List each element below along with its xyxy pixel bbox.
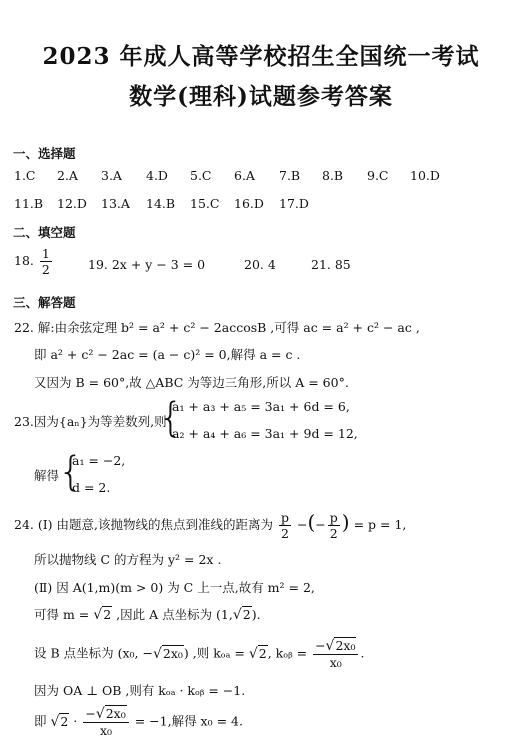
section-solve-heading: 三、解答题 [13,295,76,310]
choice-answer: 3.A [101,168,122,183]
q24-l5-text: ) ,则 kₒₐ = [183,645,245,661]
choice-answer: 1.C [14,168,36,183]
choice-answer: 4.D [146,168,168,183]
q24-line-2: 所以抛物线 C 的方程为 y² = 2x . [34,552,222,567]
choice-answer: 12.D [57,196,87,211]
choice-answer: 9.C [367,168,389,183]
q23-solve-label: 解得 [34,468,60,483]
fraction-denominator: 2 [281,526,289,541]
square-root: √2 [50,713,69,730]
q24-l4-text: ,因此 A 点坐标为 (1, [116,607,233,622]
q24-l5-text: . [360,645,365,661]
fraction-numerator: p [280,510,289,525]
square-root: √2 [248,645,267,662]
left-brace: { [58,449,84,495]
minus-sign: − [315,517,326,532]
q24-line-4 [34,605,261,623]
fraction-numerator: 1 [41,246,50,261]
fraction-k-ob [313,638,358,670]
section-choice-heading: 一、选择题 [13,146,76,161]
section-fill-heading: 二、填空题 [13,225,76,240]
choice-answer: 8.B [322,168,344,183]
q22-line-3: 又因为 B = 60°,故 △ABC 为等边三角形,所以 A = 60°. [34,375,349,390]
q23-equation-1: a₁ + a₃ + a₅ = 3a₁ + 6d = 6, [172,399,350,414]
exam-subtitle: 数学(理科)试题参考答案 [129,83,393,110]
square-root: √2x₀ [95,706,126,722]
q24-l4-text: 可得 m = [34,607,90,622]
fraction-denominator: 2 [41,262,50,277]
choice-answer: 14.B [146,196,176,211]
radicand: 2 [60,713,69,729]
choice-answer: 11.B [14,196,44,211]
radicand: 2 [103,607,112,622]
radicand: 2x₀ [105,706,126,721]
radicand: 2 [258,645,267,661]
q24-line-3: (Ⅱ) 因 A(1,m)(m > 0) 为 C 上一点,故有 m² = 2, [34,580,315,595]
choice-answer: 5.C [190,168,212,183]
fraction-denominator: 2 [329,526,338,541]
q24-l5-text: , kₒᵦ = [267,645,308,661]
q24-line-6: 因为 OA ⊥ OB ,则有 kₒₐ · kₒᵦ = −1. [34,683,246,698]
q23-result-2: d = 2. [72,480,111,495]
fraction-numerator [313,638,358,655]
q24-line-1: 24. (Ⅰ) 由题意,该抛物线的焦点到准线的距离为 $\frac{p}{2}$ −(− $\frac{p}{2}$ ) = p = 1, [14,510,407,541]
q24-l1-result: = p = 1, [353,517,407,532]
q24-l5-text: 设 B 点坐标为 (x₀, − [34,645,153,661]
choice-answer: 16.D [234,196,264,211]
square-root: √2x₀ [325,638,356,654]
q24-l7-text: = −1,解得 x₀ = 4. [134,713,243,729]
fraction-one-half [40,246,52,277]
fill-answer-19: 19. 2x + y − 3 = 0 [88,257,206,272]
choice-answers-row-1 [0,168,522,188]
fraction-numerator: p [329,510,338,525]
fraction-p-over-2 [279,510,291,541]
radicand: 2x₀ [162,645,183,661]
left-brace: { [158,395,184,441]
minus-sign: − [296,517,308,532]
square-root: √2 [232,607,251,623]
choice-answer: 15.C [190,196,220,211]
minus-sign: − [315,638,326,653]
multiply-dot: · [73,713,78,729]
q22-line-2: 即 a² + c² − 2ac = (a − c)² = 0,解得 a = c . [34,347,301,362]
q18-label: 18. [14,253,34,268]
choice-answer: 10.D [410,168,440,183]
square-root: √2 [93,607,112,623]
fill-answer-21: 21. 85 [311,257,351,272]
q22-line-1: 22. 解:由余弦定理 b² = a² + c² − 2accosB ,可得 ac = a² + c² − ac , [14,320,420,335]
fill-answer-20: 20. 4 [244,257,276,272]
fraction-denominator: x₀ [329,655,342,670]
q24-l1-text: 24. (Ⅰ) 由题意,该抛物线的焦点到准线的距离为 [14,517,273,532]
fraction-p-over-2 [328,510,340,541]
fill-answer-18 [14,246,54,277]
choice-answer: 13.A [101,196,130,211]
q24-line-7 [34,706,243,738]
minus-sign: − [85,706,96,721]
choice-answer: 7.B [279,168,301,183]
fraction-numerator [83,706,128,723]
radicand: 2x₀ [335,638,356,653]
square-root: √2x₀ [152,645,183,662]
exam-title: 2023 年成人高等学校招生全国统一考试 [42,43,480,70]
fraction-k-ob [83,706,128,738]
radicand: 2 [242,607,251,622]
fraction-denominator: x₀ [100,723,113,738]
q23-equation-2: a₂ + a₄ + a₆ = 3a₁ + 9d = 12, [172,426,358,441]
q23-result-1: a₁ = −2, [72,453,126,468]
q24-l4-text: ). [251,607,261,622]
choice-answer: 17.D [279,196,309,211]
choice-answer: 2.A [57,168,78,183]
choice-answers-row-2 [0,196,522,216]
choice-answer: 6.A [234,168,255,183]
q24-l7-text: 即 [34,713,47,729]
q24-line-5 [34,638,364,670]
q23-intro: 23.因为{aₙ}为等差数列,则 [14,414,167,429]
